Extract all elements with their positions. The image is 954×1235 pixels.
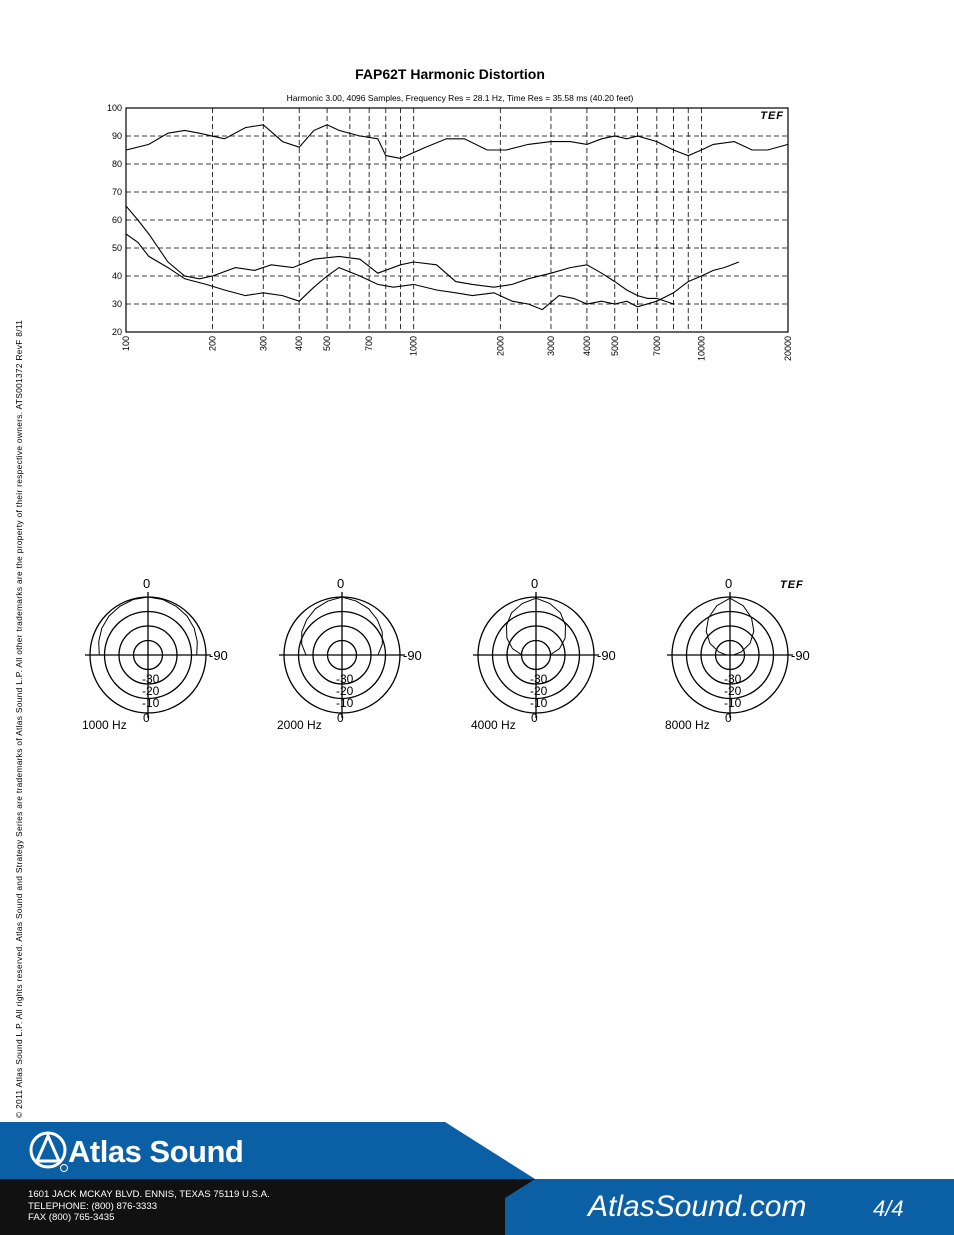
brand-name: Atlas Sound xyxy=(68,1134,244,1169)
polar-ring-label: -10 xyxy=(336,696,354,710)
page-number: 4/4 xyxy=(873,1196,904,1221)
x-tick-label: 200 xyxy=(207,336,218,352)
y-tick-label: 20 xyxy=(111,327,122,337)
polar-ring-label: -20 xyxy=(142,684,160,698)
x-tick-label: 20000 xyxy=(783,336,793,362)
polar-label-right: -90 xyxy=(209,648,228,663)
polar-ring-label: -10 xyxy=(724,696,742,710)
polar-freq-label-4: 8000 Hz xyxy=(665,718,710,732)
y-tick-label: 80 xyxy=(111,159,122,169)
polar-label-bottom: 0 xyxy=(337,711,344,725)
copyright-notice: © 2011 Atlas Sound L.P. All rights reserved. Atlas Sound and Strategy Series are trademarks of Atlas Sound L.P. All other trademarks are the property of their respective owners. ATS001372 RevF 8/11 xyxy=(14,319,24,1118)
fax-line: FAX (800) 765-3435 xyxy=(28,1212,115,1223)
y-tick-label: 30 xyxy=(111,299,122,309)
x-tick-label: 500 xyxy=(322,336,333,352)
polar-label-right: -90 xyxy=(791,648,810,663)
polar-ring-label: -10 xyxy=(142,696,160,710)
polar-ring-label: -30 xyxy=(724,672,742,686)
y-tick-label: 60 xyxy=(111,215,122,225)
y-tick-label: 100 xyxy=(106,103,122,113)
chart-title xyxy=(0,66,900,82)
x-tick-label: 10000 xyxy=(696,336,707,362)
polar-freq-label-3: 4000 Hz xyxy=(471,718,516,732)
x-tick-label: 3000 xyxy=(545,336,556,357)
address-line: 1601 JACK MCKAY BLVD. ENNIS, TEXAS 75119 U.S.A. xyxy=(28,1189,270,1200)
polar-ring-label: -10 xyxy=(530,696,548,710)
polar-label-bottom: 0 xyxy=(531,711,538,725)
polar-label-top: 0 xyxy=(143,576,151,591)
polar-freq-label-2: 2000 Hz xyxy=(277,718,322,732)
polar-label-bottom: 0 xyxy=(725,711,732,725)
x-tick-label: 100 xyxy=(121,336,131,352)
polar-freq-label-1: 1000 Hz xyxy=(82,718,127,732)
polar-ring-label: -30 xyxy=(142,672,160,686)
polar-ring-label: -30 xyxy=(336,672,354,686)
tef-logo: TEF xyxy=(760,110,784,122)
y-tick-label: 40 xyxy=(111,271,122,281)
chart-title-text: FAP62T Harmonic Distortion xyxy=(355,66,545,82)
footer-address xyxy=(28,1189,270,1224)
x-tick-label: 7000 xyxy=(651,336,662,357)
atlas-logo-icon xyxy=(28,1130,68,1174)
polar-ring-label: -20 xyxy=(336,684,354,698)
polar-ring-label: -20 xyxy=(724,684,742,698)
x-tick-label: 2000 xyxy=(495,335,506,357)
y-tick-label: 70 xyxy=(111,187,122,197)
polar-label-bottom: 0 xyxy=(143,711,150,725)
chart-subtitle: Harmonic 3.00, 4096 Samples, Frequency Res = 28.1 Hz, Time Res = 35.58 ms (40.20 feet) xyxy=(286,93,634,103)
polar-label-top: 0 xyxy=(337,576,345,591)
x-tick-label: 400 xyxy=(294,336,305,352)
polar-ring-label: -30 xyxy=(530,672,548,686)
series-line-2 xyxy=(126,206,674,304)
x-tick-label: 300 xyxy=(258,336,269,352)
x-tick-label: 5000 xyxy=(609,336,620,357)
polar-ring-label: -20 xyxy=(530,684,548,698)
y-tick-label: 50 xyxy=(111,243,122,253)
harmonic-distortion-chart xyxy=(0,100,954,480)
polar-label-top: 0 xyxy=(531,576,539,591)
polar-label-top: 0 xyxy=(725,576,733,591)
series-line-1 xyxy=(126,125,788,159)
polar-label-right: -90 xyxy=(597,648,616,663)
tef-logo-polar: TEF xyxy=(780,579,804,591)
website-link[interactable]: AtlasSound.com xyxy=(588,1190,807,1223)
x-tick-label: 700 xyxy=(364,336,375,352)
y-tick-label: 90 xyxy=(111,131,122,141)
x-tick-label: 4000 xyxy=(581,336,592,357)
telephone-line: TELEPHONE: (800) 876-3333 xyxy=(28,1200,158,1212)
x-tick-label: 1000 xyxy=(408,336,419,357)
polar-label-right: -90 xyxy=(403,648,422,663)
